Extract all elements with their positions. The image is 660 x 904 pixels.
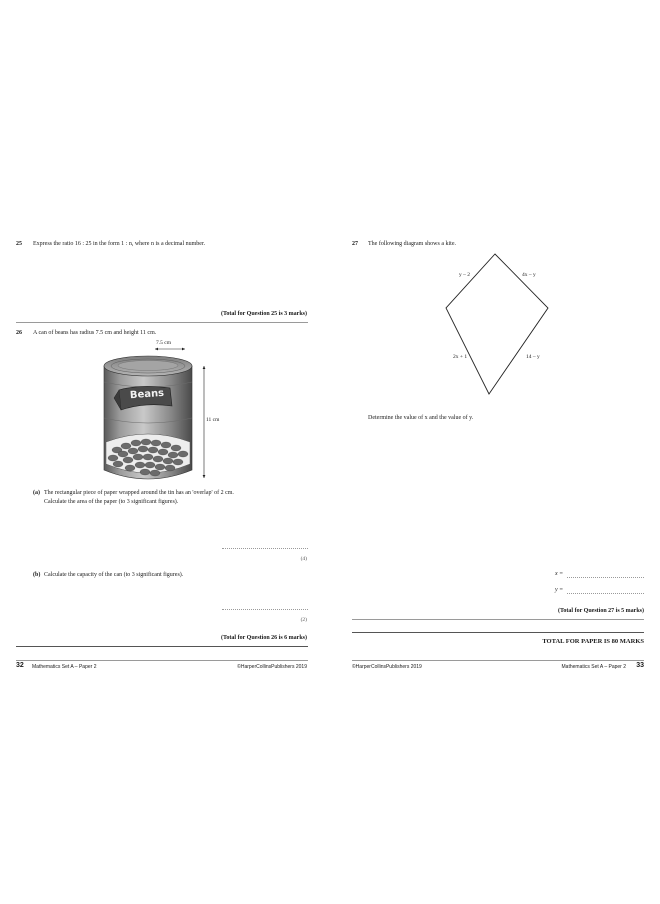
kite-label-bottom-right: 14 – y [526, 354, 540, 360]
answer-x-line[interactable] [567, 577, 644, 578]
question-26b-line1: Calculate the capacity of the can (to 3 significant figures). [44, 572, 184, 578]
answer-y-label: y = [555, 587, 564, 593]
kite-label-top-right: 4x – y [522, 272, 536, 278]
left-footer-title: Mathematics Set A – Paper 2 [32, 664, 97, 670]
question-25-divider [16, 322, 308, 323]
question-26-number: 26 [16, 330, 22, 336]
question-27-text: The following diagram shows a kite. [368, 241, 456, 247]
bean-can-figure [92, 338, 222, 486]
answer-x-label: x = [555, 571, 564, 577]
question-27-instruction: Determine the value of x and the value of y. [368, 415, 474, 421]
answer-y-line[interactable] [567, 593, 644, 594]
question-26a-marks: (4) [300, 556, 307, 562]
question-27-total: (Total for Question 27 is 5 marks) [557, 608, 644, 614]
question-26-divider [16, 646, 308, 647]
right-footer-title: Mathematics Set A – Paper 2 [561, 664, 626, 670]
question-26a-line2: Calculate the area of the paper (to 3 significant figures). [44, 499, 179, 505]
question-25-total: (Total for Question 25 is 3 marks) [220, 311, 307, 317]
right-page-number: 33 [636, 662, 644, 669]
left-page-number: 32 [16, 662, 24, 669]
question-27-number: 27 [352, 241, 358, 247]
question-26-text: A can of beans has radius 7.5 cm and height 11 cm. [33, 330, 157, 336]
question-26b-answer-line[interactable] [222, 609, 308, 610]
left-footer-copyright: ©HarperCollinsPublishers 2019 [237, 664, 307, 670]
kite-diagram [440, 248, 560, 398]
question-26a-answer-line[interactable] [222, 548, 308, 549]
question-26a-label: (a) [33, 490, 40, 496]
question-26-total: (Total for Question 26 is 6 marks) [220, 635, 307, 641]
left-footer-rule [16, 660, 308, 661]
can-label-text: Beans [129, 387, 165, 402]
question-26b-label: (b) [33, 572, 41, 578]
kite-label-top-left: y – 2 [459, 272, 470, 278]
question-27-divider [352, 619, 644, 620]
bean-can-image [92, 338, 222, 486]
question-25-number: 25 [16, 241, 22, 247]
right-footer-rule [352, 660, 644, 661]
question-26b-marks: (2) [300, 617, 307, 623]
can-height-label: 11 cm [206, 417, 220, 423]
question-26a-line1: The rectangular piece of paper wrapped around the tin has an 'overlap' of 2 cm. [44, 490, 234, 496]
paper-total: TOTAL FOR PAPER IS 80 MARKS [542, 638, 644, 645]
right-footer-copyright: ©HarperCollinsPublishers 2019 [352, 664, 422, 670]
question-25-text: Express the ratio 16 : 25 in the form 1 : n, where n is a decimal number. [33, 241, 206, 247]
kite-label-bottom-left: 2x + 1 [453, 354, 468, 360]
can-width-label: 7.5 cm [156, 340, 171, 346]
paper-total-divider [352, 632, 644, 633]
